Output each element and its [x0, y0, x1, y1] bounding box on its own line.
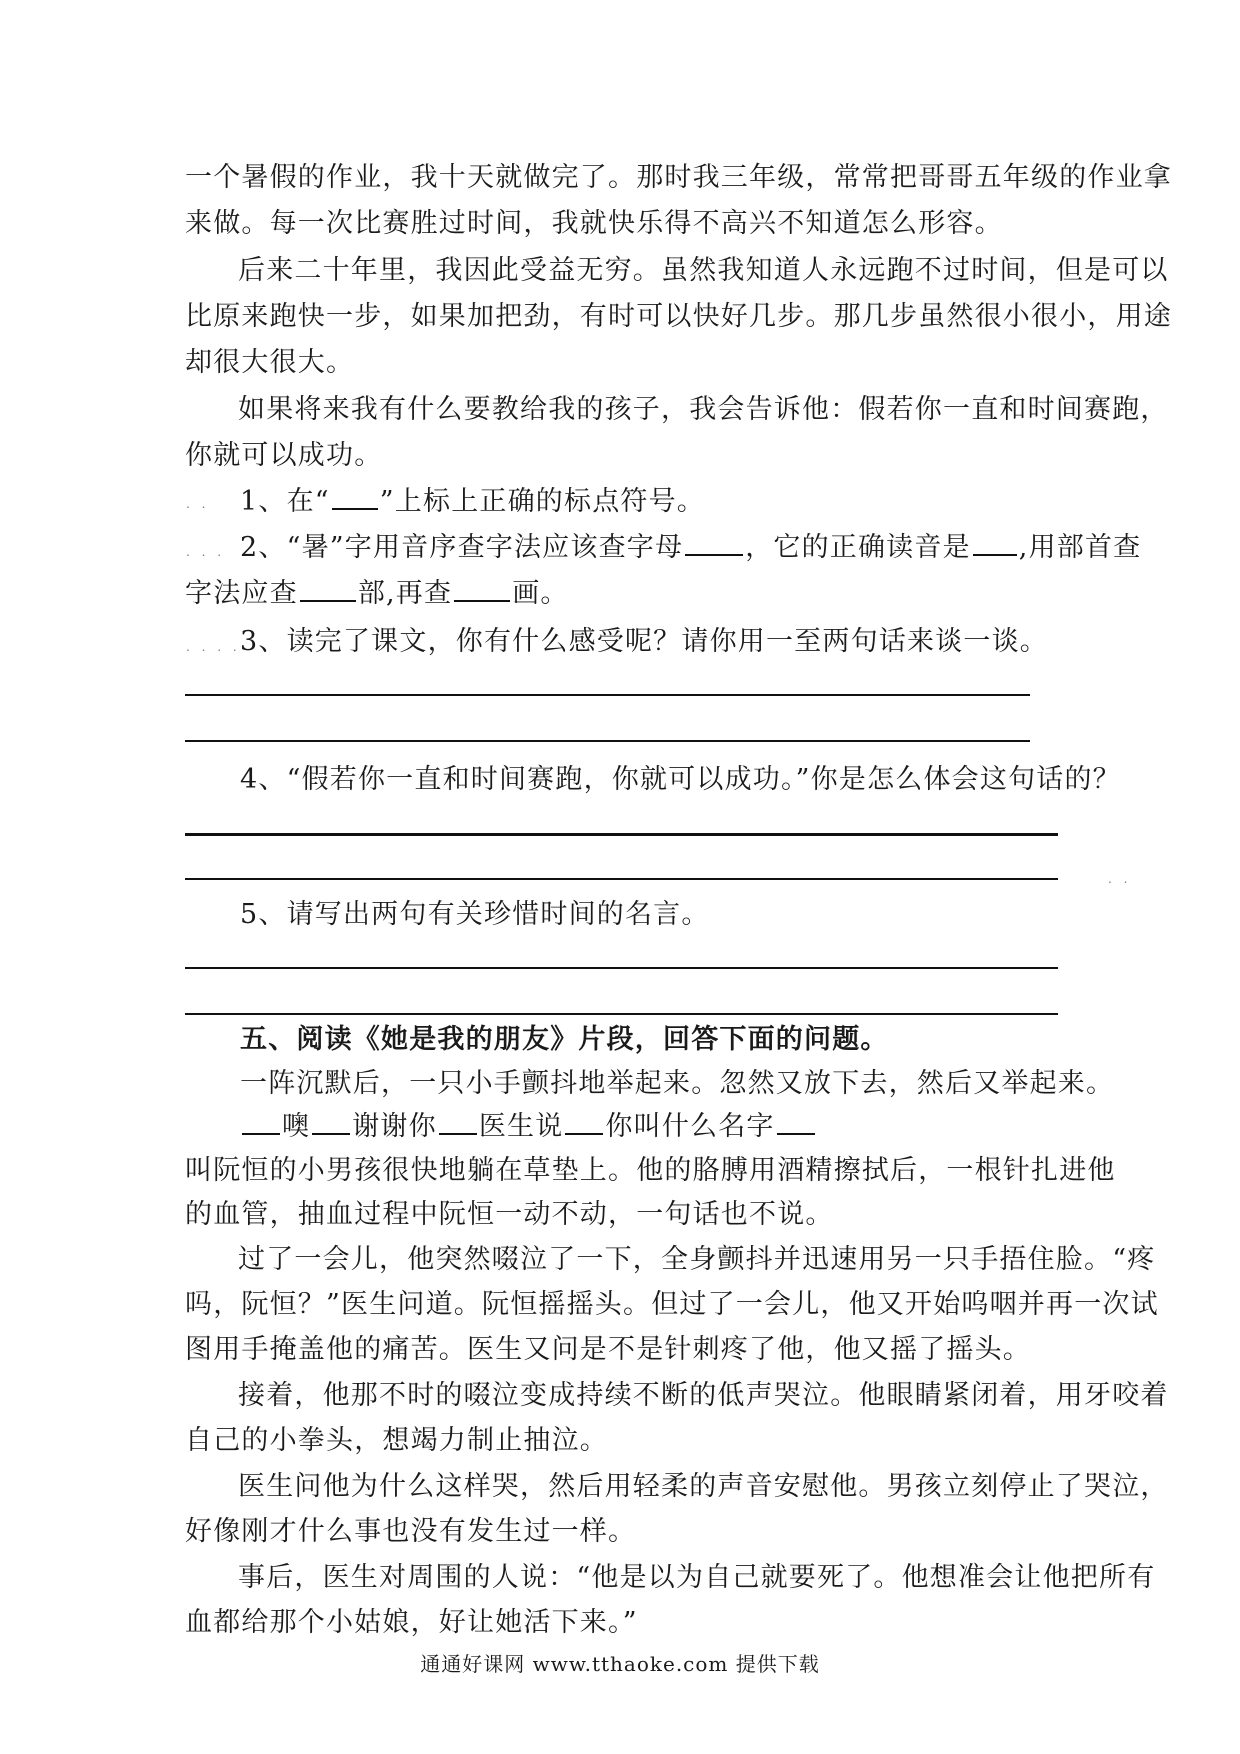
passage-line: 你就可以成功。: [185, 440, 383, 471]
passage-line: 后来二十年里，我因此受益无穷。虽然我知道人永远跑不过时间，但是可以: [238, 255, 1169, 286]
scan-dots: . .: [1108, 872, 1132, 886]
scan-dots: . . .: [186, 545, 226, 559]
question-2-part1: 2、“暑”字用音序查字法应该查字母: [240, 532, 684, 563]
punctuation-blank[interactable]: [312, 1113, 350, 1135]
passage-line: 过了一会儿，他突然啜泣了一下，全身颤抖并迅速用另一只手捂住脸。“疼: [238, 1244, 1156, 1275]
answer-line[interactable]: [185, 967, 1058, 969]
question-5: 5、请写出两句有关珍惜时间的名言。: [240, 899, 710, 930]
punctuation-blank[interactable]: [242, 1113, 280, 1135]
scan-dots: . . . .: [186, 640, 241, 654]
dialogue-line: [240, 1110, 817, 1144]
dialogue-word: 噢: [282, 1111, 311, 1142]
passage-line: 比原来跑快一步，如果加把劲，有时可以快好几步。那几步虽然很小很小，用途: [185, 301, 1172, 332]
passage-line: 好像刚才什么事也没有发生过一样。: [185, 1516, 637, 1547]
question-1: [240, 485, 705, 519]
answer-blank[interactable]: [685, 534, 743, 556]
punctuation-blank[interactable]: [777, 1113, 815, 1135]
passage-line: 吗，阮恒？”医生问道。阮恒摇摇头。但过了一会儿，他又开始呜咽并再一次试: [185, 1289, 1159, 1320]
answer-line[interactable]: [185, 740, 1030, 742]
answer-line[interactable]: [185, 833, 1058, 836]
passage-line: 来做。每一次比赛胜过时间，我就快乐得不高兴不知道怎么形容。: [185, 208, 1003, 239]
dialogue-word: 谢谢你: [352, 1111, 437, 1142]
punctuation-blank[interactable]: [439, 1113, 477, 1135]
dialogue-word: 医生说: [478, 1111, 564, 1142]
question-2-part3: ,用部首查: [1018, 532, 1142, 563]
passage-line: 叫阮恒的小男孩很快地躺在草垫上。他的胳膊用酒精擦拭后，一根针扎进他: [185, 1155, 1116, 1186]
question-2-part2: ，它的正确读音是: [745, 532, 971, 563]
passage-line: 自己的小拳头，想竭力制止抽泣。: [185, 1425, 608, 1456]
answer-line[interactable]: [185, 878, 1058, 880]
answer-line[interactable]: [185, 694, 1030, 696]
answer-blank[interactable]: [454, 580, 510, 602]
answer-blank[interactable]: [973, 534, 1017, 556]
answer-blank[interactable]: [332, 488, 378, 510]
question-3: 3、读完了课文，你有什么感受呢？请你用一至两句话来谈一谈。: [240, 626, 1048, 657]
question-2-cont: [185, 577, 569, 611]
section-heading: 五、阅读《她是我的朋友》片段，回答下面的问题。: [240, 1024, 889, 1055]
passage-line: 一个暑假的作业，我十天就做完了。那时我三年级，常常把哥哥五年级的作业拿: [185, 162, 1172, 193]
passage-line: 血都给那个小姑娘，好让她活下来。”: [185, 1607, 638, 1638]
passage-line: 如果将来我有什么要教给我的孩子，我会告诉他：假若你一直和时间赛跑，: [238, 394, 1169, 425]
dialogue-word: 你叫什么名字: [605, 1111, 775, 1142]
question-1-suffix: ”上标上正确的标点符号。: [379, 486, 705, 517]
passage-line: 一阵沉默后，一只小手颤抖地举起来。忽然又放下去，然后又举起来。: [240, 1068, 1115, 1099]
question-2-part5: 部,再查: [357, 578, 453, 609]
scan-dots: . .: [186, 497, 210, 511]
question-4: 4、“假若你一直和时间赛跑，你就可以成功。”你是怎么体会这句话的？: [240, 764, 1121, 795]
footer-credit: 通通好课网 www.tthaoke.com 提供下载: [420, 1652, 820, 1676]
passage-line: 医生问他为什么这样哭，然后用轻柔的声音安慰他。男孩立刻停止了哭泣，: [238, 1471, 1169, 1502]
passage-line: 图用手掩盖他的痛苦。医生又问是不是针刺疼了他，他又摇了摇头。: [185, 1334, 1031, 1365]
question-1-prefix: 1、在“: [240, 486, 330, 517]
answer-blank[interactable]: [300, 580, 356, 602]
punctuation-blank[interactable]: [565, 1113, 603, 1135]
question-2-part6: 画。: [512, 578, 569, 609]
question-2: [240, 531, 1141, 565]
question-2-part4: 字法应查: [185, 578, 298, 609]
passage-line: 的血管，抽血过程中阮恒一动不动，一句话也不说。: [185, 1199, 834, 1230]
passage-line: 事后，医生对周围的人说：“他是以为自己就要死了。他想准会让他把所有: [238, 1562, 1156, 1593]
passage-line: 接着，他那不时的啜泣变成持续不断的低声哭泣。他眼睛紧闭着，用牙咬着: [238, 1380, 1169, 1411]
answer-line[interactable]: [185, 1013, 1058, 1015]
passage-line: 却很大很大。: [185, 347, 355, 378]
